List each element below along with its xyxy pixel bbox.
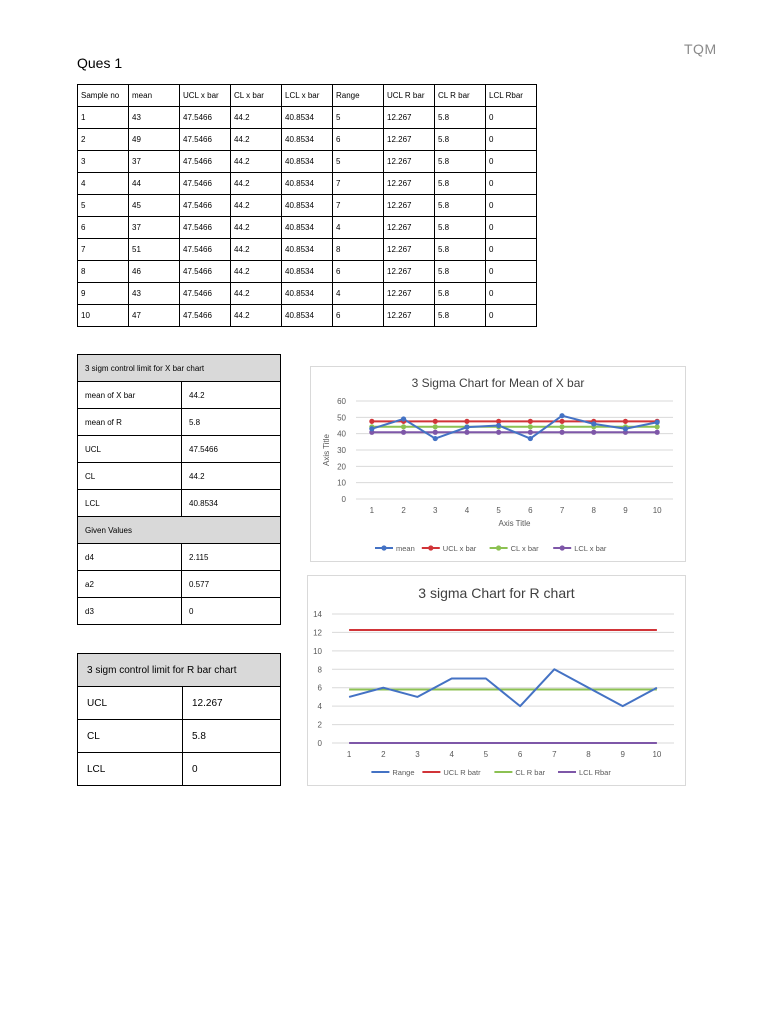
- table-row: [78, 261, 537, 283]
- table-cell: 40.8534: [282, 261, 333, 283]
- table-row: [78, 436, 281, 463]
- table-row: [78, 283, 537, 305]
- rbar-control-limit-table: [77, 653, 281, 786]
- table-cell: 40.8534: [282, 217, 333, 239]
- table-cell: 43: [129, 107, 180, 129]
- table-cell: 47.5466: [180, 239, 231, 261]
- table-row: [78, 753, 281, 786]
- xbar-chart: [310, 366, 686, 562]
- table-cell: 44.2: [231, 195, 282, 217]
- table-cell: 44.2: [231, 129, 282, 151]
- table-cell: 37: [129, 151, 180, 173]
- legend-label: UCL R batr: [443, 768, 481, 777]
- x-tick-label: 6: [517, 750, 523, 759]
- table-cell: 5.8: [435, 107, 486, 129]
- row-value: 2.115: [182, 544, 281, 571]
- column-header: LCL x bar: [282, 85, 333, 107]
- row-value: 0: [183, 753, 281, 786]
- table-cell: 5.8: [435, 239, 486, 261]
- table-cell: 47.5466: [180, 283, 231, 305]
- table-cell: 5.8: [435, 151, 486, 173]
- table-cell: 0: [486, 151, 537, 173]
- table-cell: 4: [333, 283, 384, 305]
- table-cell: 40.8534: [282, 173, 333, 195]
- given-values-title: [78, 517, 281, 544]
- row-value: 44.2: [182, 463, 281, 490]
- column-header: CL x bar: [231, 85, 282, 107]
- table-cell: 5: [78, 195, 129, 217]
- row-label: mean of R: [78, 409, 182, 436]
- legend-label: UCL x bar: [442, 544, 477, 553]
- row-label: CL: [78, 463, 182, 490]
- column-header: mean: [129, 85, 180, 107]
- x-tick-label: 1: [369, 506, 375, 515]
- table-cell: 0: [486, 305, 537, 327]
- data-point-s3: [433, 430, 438, 435]
- question-title: Ques 1: [77, 55, 123, 71]
- x-tick-label: 2: [381, 750, 386, 759]
- table-cell: 12.267: [384, 129, 435, 151]
- row-label: LCL: [78, 490, 182, 517]
- table-cell: 8: [78, 261, 129, 283]
- data-point-s0: [655, 420, 660, 425]
- row-value: 12.267: [183, 687, 281, 720]
- table-cell: 12.267: [384, 283, 435, 305]
- xbar-chart-svg: [311, 367, 685, 561]
- legend-marker: [428, 545, 433, 550]
- table-cell: 37: [129, 217, 180, 239]
- x-tick-label: 9: [623, 506, 628, 515]
- table-cell: 44: [129, 173, 180, 195]
- rbar-table-title: [78, 654, 281, 687]
- y-tick-label: 40: [337, 429, 346, 439]
- row-label: UCL: [78, 436, 182, 463]
- data-point-s3: [559, 430, 564, 435]
- xbar-table-title-cell: 3 sigm control limit for X bar chart: [78, 355, 281, 382]
- data-point-s2: [433, 424, 438, 429]
- x-tick-label: 5: [483, 750, 489, 759]
- table-cell: 51: [129, 239, 180, 261]
- table-row: [78, 571, 281, 598]
- row-label: UCL: [78, 687, 183, 720]
- data-point-s0: [528, 436, 533, 441]
- y-tick-label: 6: [317, 683, 322, 693]
- table-cell: 0: [486, 261, 537, 283]
- table-cell: 12.267: [384, 217, 435, 239]
- table-row: [78, 687, 281, 720]
- x-tick-label: 10: [652, 506, 662, 515]
- table-cell: 40.8534: [282, 283, 333, 305]
- row-label: mean of X bar: [78, 382, 182, 409]
- x-tick-label: 4: [464, 506, 470, 515]
- table-cell: 5: [333, 151, 384, 173]
- table-cell: 12.267: [384, 261, 435, 283]
- legend-marker: [496, 545, 501, 550]
- row-value: 0: [182, 598, 281, 625]
- table-cell: 46: [129, 261, 180, 283]
- table-cell: 5.8: [435, 129, 486, 151]
- table-row: [78, 217, 537, 239]
- x-tick-label: 3: [415, 750, 420, 759]
- table-cell: 40.8534: [282, 239, 333, 261]
- table-cell: 47.5466: [180, 151, 231, 173]
- table-cell: 49: [129, 129, 180, 151]
- data-point-s1: [464, 419, 469, 424]
- legend-label: CL x bar: [510, 544, 539, 553]
- table-cell: 7: [333, 173, 384, 195]
- table-row: [78, 305, 537, 327]
- data-point-s3: [591, 430, 596, 435]
- table-cell: 45: [129, 195, 180, 217]
- table-row: [78, 107, 537, 129]
- table-cell: 12.267: [384, 195, 435, 217]
- row-label: CL: [78, 720, 183, 753]
- row-label: LCL: [78, 753, 183, 786]
- legend-label: LCL x bar: [574, 544, 607, 553]
- table-cell: 12.267: [384, 151, 435, 173]
- table-cell: 44.2: [231, 261, 282, 283]
- data-point-s0: [433, 436, 438, 441]
- y-tick-label: 0: [317, 739, 322, 748]
- table-cell: 40.8534: [282, 129, 333, 151]
- table-cell: 3: [78, 151, 129, 173]
- data-point-s1: [433, 419, 438, 424]
- data-point-s0: [591, 421, 596, 426]
- table-cell: 44.2: [231, 107, 282, 129]
- y-tick-label: 20: [337, 462, 346, 472]
- table-row: [78, 720, 281, 753]
- legend-label: LCL Rbar: [579, 768, 611, 777]
- x-tick-label: 1: [346, 750, 352, 759]
- table-cell: 8: [333, 239, 384, 261]
- row-label: a2: [78, 571, 182, 598]
- table-row: [78, 129, 537, 151]
- data-point-s3: [464, 430, 469, 435]
- column-header: CL R bar: [435, 85, 486, 107]
- x-tick-label: 8: [591, 506, 596, 515]
- table-cell: 12.267: [384, 173, 435, 195]
- table-cell: 2: [78, 129, 129, 151]
- table-cell: 47.5466: [180, 173, 231, 195]
- table-row: [78, 195, 537, 217]
- y-tick-label: 60: [337, 397, 346, 406]
- table-row: [78, 239, 537, 261]
- table-cell: 5.8: [435, 173, 486, 195]
- table-row: [78, 409, 281, 436]
- y-tick-label: 8: [317, 665, 322, 675]
- table-row: [78, 490, 281, 517]
- table-cell: 5.8: [435, 305, 486, 327]
- x-axis-title: Axis Title: [498, 519, 531, 528]
- data-point-s2: [559, 424, 564, 429]
- x-tick-label: 9: [620, 750, 625, 759]
- table-cell: 0: [486, 195, 537, 217]
- row-label: d3: [78, 598, 182, 625]
- table-cell: 9: [78, 283, 129, 305]
- column-header: LCL Rbar: [486, 85, 537, 107]
- y-tick-label: 30: [337, 446, 346, 455]
- x-tick-label: 10: [652, 750, 662, 759]
- xbar-table-title: [78, 355, 281, 382]
- table-cell: 0: [486, 107, 537, 129]
- table-cell: 7: [333, 195, 384, 217]
- table-cell: 44.2: [231, 173, 282, 195]
- table-cell: 5: [333, 107, 384, 129]
- data-point-s3: [401, 430, 406, 435]
- table-cell: 5.8: [435, 195, 486, 217]
- column-header: UCL R bar: [384, 85, 435, 107]
- table-cell: 12.267: [384, 107, 435, 129]
- row-value: 47.5466: [182, 436, 281, 463]
- rbar-chart-svg: [308, 576, 685, 785]
- table-row: [78, 544, 281, 571]
- column-header: Sample no: [78, 85, 129, 107]
- table-cell: 5.8: [435, 261, 486, 283]
- data-point-s1: [528, 419, 533, 424]
- xbar-control-limit-table: [77, 354, 281, 625]
- rbar-table-title-cell: 3 sigm control limit for R bar chart: [78, 654, 281, 687]
- given-values-title-cell: Given Values: [78, 517, 281, 544]
- data-point-s0: [464, 425, 469, 430]
- y-tick-label: 14: [313, 610, 322, 619]
- table-cell: 0: [486, 283, 537, 305]
- table-cell: 0: [486, 173, 537, 195]
- y-tick-label: 50: [337, 413, 346, 423]
- data-point-s1: [369, 419, 374, 424]
- table-cell: 47.5466: [180, 217, 231, 239]
- table-row: [78, 598, 281, 625]
- table-cell: 4: [78, 173, 129, 195]
- table-cell: 0: [486, 217, 537, 239]
- table-cell: 6: [333, 261, 384, 283]
- y-tick-label: 4: [317, 702, 322, 712]
- y-tick-label: 10: [313, 646, 322, 656]
- table-cell: 40.8534: [282, 151, 333, 173]
- table-cell: 7: [78, 239, 129, 261]
- table-cell: 12.267: [384, 305, 435, 327]
- table-row: [78, 463, 281, 490]
- data-point-s2: [655, 424, 660, 429]
- legend-marker: [560, 545, 565, 550]
- data-point-s1: [623, 419, 628, 424]
- column-header: Range: [333, 85, 384, 107]
- data-point-s3: [496, 430, 501, 435]
- table-cell: 44.2: [231, 305, 282, 327]
- y-tick-label: 12: [313, 628, 322, 638]
- table-cell: 40.8534: [282, 107, 333, 129]
- table-cell: 47: [129, 305, 180, 327]
- table-cell: 44.2: [231, 239, 282, 261]
- table-cell: 40.8534: [282, 195, 333, 217]
- x-tick-label: 4: [449, 750, 454, 759]
- data-point-s0: [401, 416, 406, 421]
- rbar-chart: [307, 575, 686, 786]
- table-cell: 4: [333, 217, 384, 239]
- row-label: d4: [78, 544, 182, 571]
- table-cell: 6: [78, 217, 129, 239]
- data-point-s2: [401, 424, 406, 429]
- table-cell: 47.5466: [180, 195, 231, 217]
- data-point-s3: [655, 430, 660, 435]
- table-cell: 5.8: [435, 283, 486, 305]
- table-cell: 5.8: [435, 217, 486, 239]
- table-header-row: [78, 85, 537, 107]
- table-cell: 0: [486, 129, 537, 151]
- x-tick-label: 7: [559, 506, 565, 515]
- row-value: 5.8: [182, 409, 281, 436]
- table-cell: 1: [78, 107, 129, 129]
- x-tick-label: 7: [552, 750, 557, 759]
- row-value: 44.2: [182, 382, 281, 409]
- y-tick-label: 0: [341, 495, 346, 504]
- y-axis-title: Axis Title: [322, 433, 331, 467]
- table-cell: 6: [333, 305, 384, 327]
- table-cell: 44.2: [231, 151, 282, 173]
- data-point-s0: [369, 426, 374, 431]
- data-point-s0: [559, 413, 564, 418]
- legend-label: Range: [392, 768, 415, 777]
- table-cell: 43: [129, 283, 180, 305]
- table-cell: 40.8534: [282, 305, 333, 327]
- table-cell: 10: [78, 305, 129, 327]
- legend-marker: [381, 545, 386, 550]
- table-cell: 6: [333, 129, 384, 151]
- corner-label: TQM: [684, 41, 717, 57]
- table-cell: 47.5466: [180, 107, 231, 129]
- row-value: 40.8534: [182, 490, 281, 517]
- table-row: [78, 382, 281, 409]
- x-tick-label: 6: [528, 506, 533, 515]
- x-tick-label: 8: [586, 750, 591, 759]
- table-cell: 47.5466: [180, 129, 231, 151]
- data-point-s0: [496, 423, 501, 428]
- table-cell: 47.5466: [180, 305, 231, 327]
- row-value: 0.577: [182, 571, 281, 598]
- table-row: [78, 173, 537, 195]
- table-row: [78, 151, 537, 173]
- table-cell: 44.2: [231, 283, 282, 305]
- table-cell: 44.2: [231, 217, 282, 239]
- column-header: UCL x bar: [180, 85, 231, 107]
- row-value: 5.8: [183, 720, 281, 753]
- legend-label: mean: [396, 544, 415, 553]
- table-cell: 0: [486, 239, 537, 261]
- x-tick-label: 5: [496, 506, 501, 515]
- chart-title: 3 sigma Chart for R chart: [418, 585, 575, 601]
- y-tick-label: 2: [317, 720, 322, 730]
- x-tick-label: 3: [433, 506, 438, 515]
- y-tick-label: 10: [337, 478, 346, 488]
- table-cell: 47.5466: [180, 261, 231, 283]
- data-point-s0: [623, 426, 628, 431]
- legend-label: CL R bar: [515, 768, 546, 777]
- data-point-s3: [528, 430, 533, 435]
- x-tick-label: 2: [401, 506, 406, 515]
- sample-data-table: [77, 84, 537, 327]
- chart-title: 3 Sigma Chart for Mean of X bar: [411, 376, 585, 390]
- table-cell: 12.267: [384, 239, 435, 261]
- data-point-s1: [559, 419, 564, 424]
- data-point-s2: [528, 424, 533, 429]
